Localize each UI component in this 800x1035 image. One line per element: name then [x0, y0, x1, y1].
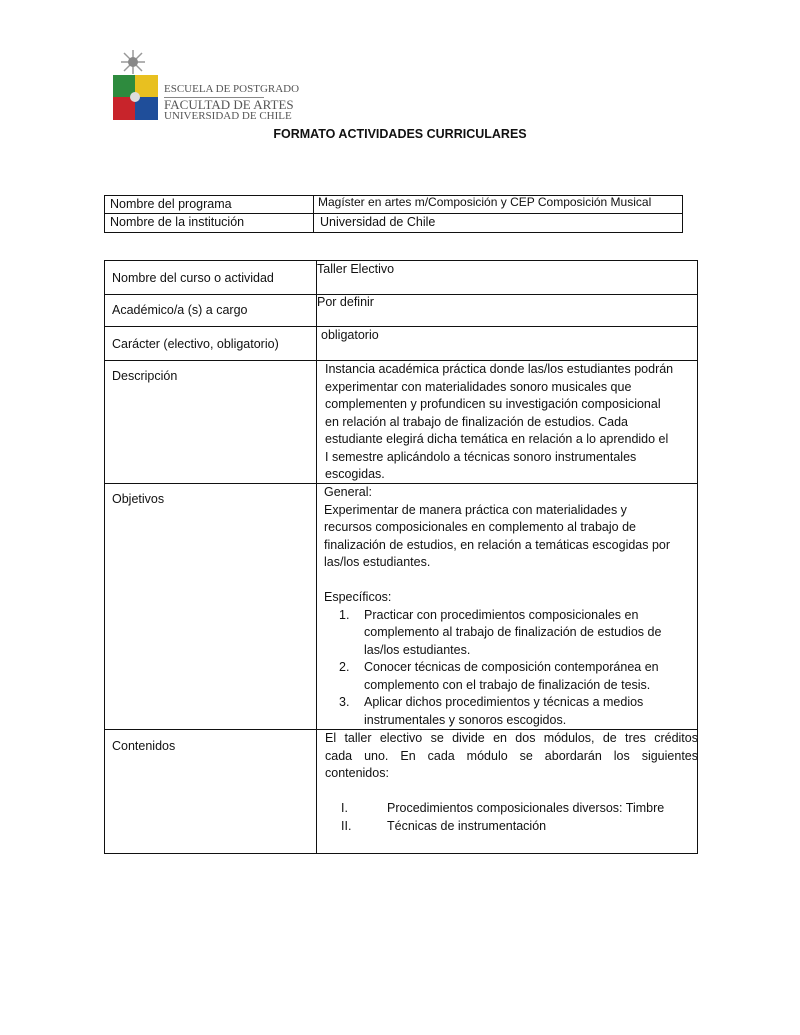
description-label: Descripción: [112, 369, 178, 383]
institution-label: Nombre de la institución: [110, 215, 245, 229]
program-info-table: [104, 195, 683, 233]
description-text: Instancia académica práctica donde las/los estudiantes podrán experimentar con materialidades sonoro musicales que complementen y profundicen su investigación composicional en relación al trabajo de finalización de estudios. Cada estudiante elegirá dicha temática en relación a lo aprendido el I semestre aplicándolo a técnicas sonoro instrumentales escogidas.: [325, 362, 674, 481]
logo-text-facultad: FACULTAD DE ARTES: [164, 97, 294, 112]
academic-label: Académico/a (s) a cargo: [112, 303, 248, 317]
program-label: Nombre del programa: [110, 197, 232, 211]
character-label: Carácter (electivo, obligatorio): [112, 337, 279, 351]
logo-text-universidad: UNIVERSIDAD DE CHILE: [164, 110, 292, 122]
logo-text-escuela: ESCUELA DE POSTGRADO: [164, 83, 300, 95]
star-ornament-icon: [118, 48, 148, 76]
contents-text: El taller electivo se divide en dos módulos, de tres créditos cada uno. En cada módulo se abordarán los siguientes contenidos: I. Procedimientos composicionales diversos: Timbre II. Técnicas de instrumentación: [325, 731, 698, 833]
character-value: obligatorio: [321, 328, 379, 342]
contents-label: Contenidos: [112, 739, 176, 753]
course-name-label: Nombre del curso o actividad: [112, 271, 274, 285]
page-title: FORMATO ACTIVIDADES CURRICULARES: [273, 127, 527, 141]
academic-value: Por definir: [317, 295, 374, 309]
objectives-label: Objetivos: [112, 492, 165, 506]
university-emblem-logo: [113, 75, 158, 120]
institution-value: Universidad de Chile: [320, 215, 436, 229]
objectives-text: General: Experimentar de manera práctica con materialidades y recursos composicionales en complemento al trabajo de finalización de estudios, en relación a temáticas escogidas por las/los estudiantes. Específicos: 1. Practicar con procedimientos composicionales en complemento al trabajo de finalización de estudios de las/los estudiantes. 2. Conocer técnicas de composición contemporánea en complemento con el trabajo de finalización de tesis. 3. Aplicar dichos procedimientos y técnicas a medios instrumentales y sonoros escogidos.: [324, 485, 671, 727]
program-value: Magíster en artes m/Composición y CEP Composición Musical: [318, 195, 652, 209]
course-name-value: Taller Electivo: [317, 262, 395, 276]
course-info-table: [104, 260, 698, 854]
